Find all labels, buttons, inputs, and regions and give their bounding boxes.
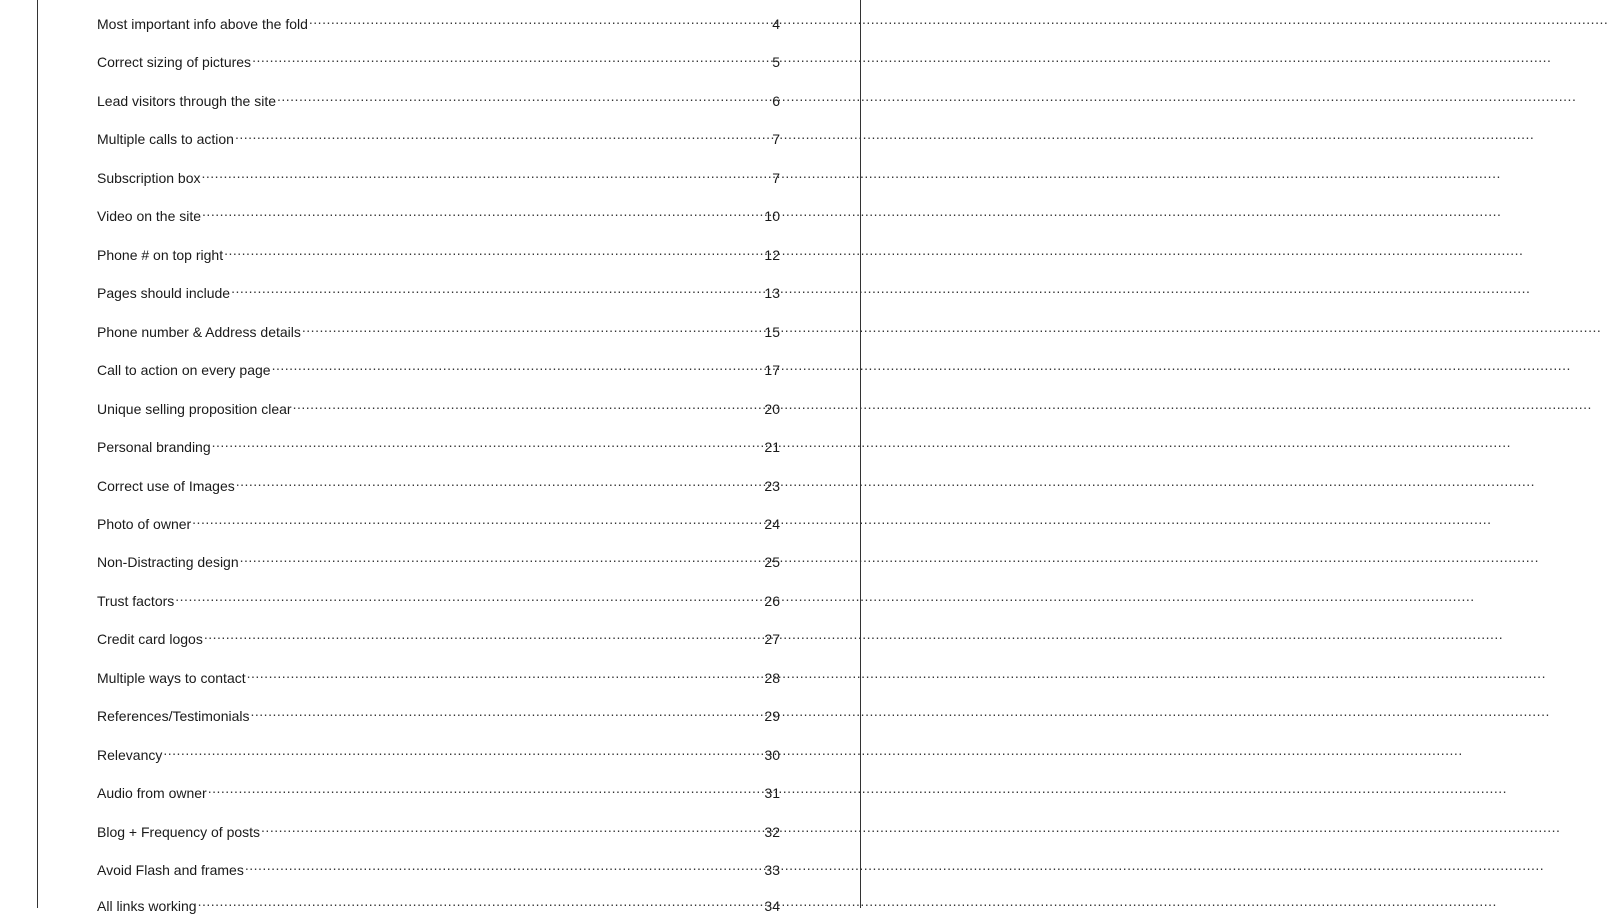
toc-entry[interactable] — [97, 9, 780, 32]
toc-entry-title: Audio from owner — [97, 785, 207, 801]
toc-entry-page: 33 — [764, 862, 780, 878]
toc-entry-page: 30 — [764, 747, 780, 763]
toc-entry-page: 7 — [772, 131, 780, 147]
toc-entry[interactable] — [97, 778, 780, 801]
toc-entry-title: Multiple ways to contact — [97, 670, 246, 686]
toc-entry-title: Avoid Flash and frames — [97, 862, 244, 878]
toc-entry-title: All links working — [97, 898, 197, 914]
toc-entry-title: Credit card logos — [97, 631, 203, 647]
toc-dot-leader — [204, 624, 763, 644]
toc-entry[interactable] — [97, 624, 780, 647]
toc-entry-title: Correct use of Images — [97, 478, 235, 494]
toc-entry-page: 24 — [764, 516, 780, 532]
toc-dot-leader — [208, 778, 763, 798]
toc-dot-leader — [277, 86, 770, 106]
toc-entry[interactable] — [97, 317, 780, 340]
toc-entry[interactable] — [97, 394, 780, 417]
toc-dot-leader — [192, 509, 762, 529]
toc-entry-title: References/Testimonials — [97, 708, 250, 724]
toc-entry[interactable] — [97, 86, 780, 109]
toc-entry[interactable] — [97, 163, 780, 186]
toc-entry[interactable] — [97, 817, 780, 840]
toc-dot-leader — [202, 201, 762, 221]
toc-entry-page: 32 — [764, 824, 780, 840]
toc-dot-leader — [247, 663, 763, 683]
toc-dot-leader — [163, 740, 762, 760]
toc-entry-page: 23 — [764, 478, 780, 494]
toc-entry[interactable] — [97, 471, 780, 494]
toc-dot-leader — [251, 701, 763, 721]
toc-dot-leader — [302, 317, 763, 337]
toc-entry-page: 15 — [764, 324, 780, 340]
toc-dot-leader — [231, 278, 762, 298]
toc-dot-leader — [198, 891, 763, 911]
toc-entry-title: Phone number & Address details — [97, 324, 301, 340]
toc-dot-leader — [309, 9, 770, 29]
toc-entry[interactable] — [97, 547, 780, 570]
toc-dot-leader — [272, 355, 763, 375]
toc-entry-title: Pages should include — [97, 285, 231, 301]
toc-entry-page: 34 — [764, 898, 780, 914]
toc-dot-leader — [175, 586, 762, 606]
toc-entry-title: Photo of owner — [97, 516, 192, 532]
toc-entry-title: Correct sizing of pictures — [97, 54, 252, 70]
toc-dot-leader — [293, 394, 763, 414]
toc-entry-title: Subscription box — [97, 170, 201, 186]
toc-dot-leader — [212, 432, 763, 452]
toc-entry-page: 12 — [764, 247, 780, 263]
toc-entry-title: Trust factors — [97, 593, 175, 609]
toc-entry-page: 13 — [764, 285, 780, 301]
toc-entry-page: 29 — [764, 708, 780, 724]
toc-entry[interactable] — [97, 124, 780, 147]
toc-entry-page: 26 — [764, 593, 780, 609]
toc-entry[interactable] — [97, 355, 780, 378]
toc-entry-title: Relevancy — [97, 747, 163, 763]
toc-dot-leader — [224, 240, 762, 260]
toc-entry-title: Non-Distracting design — [97, 554, 239, 570]
toc-entry-title: Video on the site — [97, 208, 202, 224]
toc-entry[interactable] — [97, 855, 780, 878]
toc-entry-title: Personal branding — [97, 439, 211, 455]
toc-entry-title: Lead visitors through the site — [97, 93, 276, 109]
toc-entry-page: 10 — [764, 208, 780, 224]
toc-entry-title: Multiple calls to action — [97, 131, 234, 147]
toc-entry-title: Unique selling proposition clear — [97, 401, 292, 417]
toc-entry-page: 20 — [764, 401, 780, 417]
toc-entry[interactable] — [97, 740, 780, 763]
toc-entry-page: 31 — [764, 785, 780, 801]
toc-entry-title: Most important info above the fold — [97, 16, 308, 32]
toc-entry-page: 7 — [772, 170, 780, 186]
toc-entry[interactable] — [97, 201, 780, 224]
toc-entry[interactable] — [97, 47, 780, 70]
toc-entry-title: Blog + Frequency of posts — [97, 824, 261, 840]
toc-entry-title: Phone # on top right — [97, 247, 224, 263]
toc-dot-leader — [240, 547, 763, 567]
toc-entry[interactable] — [97, 663, 780, 686]
toc-entry-page: 5 — [772, 54, 780, 70]
toc-entry-page: 27 — [764, 631, 780, 647]
toc-dot-leader — [236, 471, 763, 491]
toc-dot-leader — [235, 124, 770, 144]
toc-entry-page: 17 — [764, 362, 780, 378]
toc-entry-page: 25 — [764, 554, 780, 570]
toc-entry[interactable] — [97, 891, 780, 914]
toc-dot-leader — [252, 47, 770, 67]
toc-entry[interactable] — [97, 586, 780, 609]
toc-entry[interactable] — [97, 432, 780, 455]
toc-dot-leader — [245, 855, 763, 875]
toc-dot-leader — [202, 163, 770, 183]
toc-dot-leader — [261, 817, 762, 837]
toc-entry[interactable] — [97, 240, 780, 263]
toc-entry-page: 21 — [764, 439, 780, 455]
toc-entry-title: Call to action on every page — [97, 362, 271, 378]
toc-entry-page: 4 — [772, 16, 780, 32]
toc-entry[interactable] — [97, 278, 780, 301]
toc-entry[interactable] — [97, 701, 780, 724]
toc-entry[interactable] — [97, 509, 780, 532]
toc-entry-page: 28 — [764, 670, 780, 686]
toc-entry-page: 6 — [772, 93, 780, 109]
